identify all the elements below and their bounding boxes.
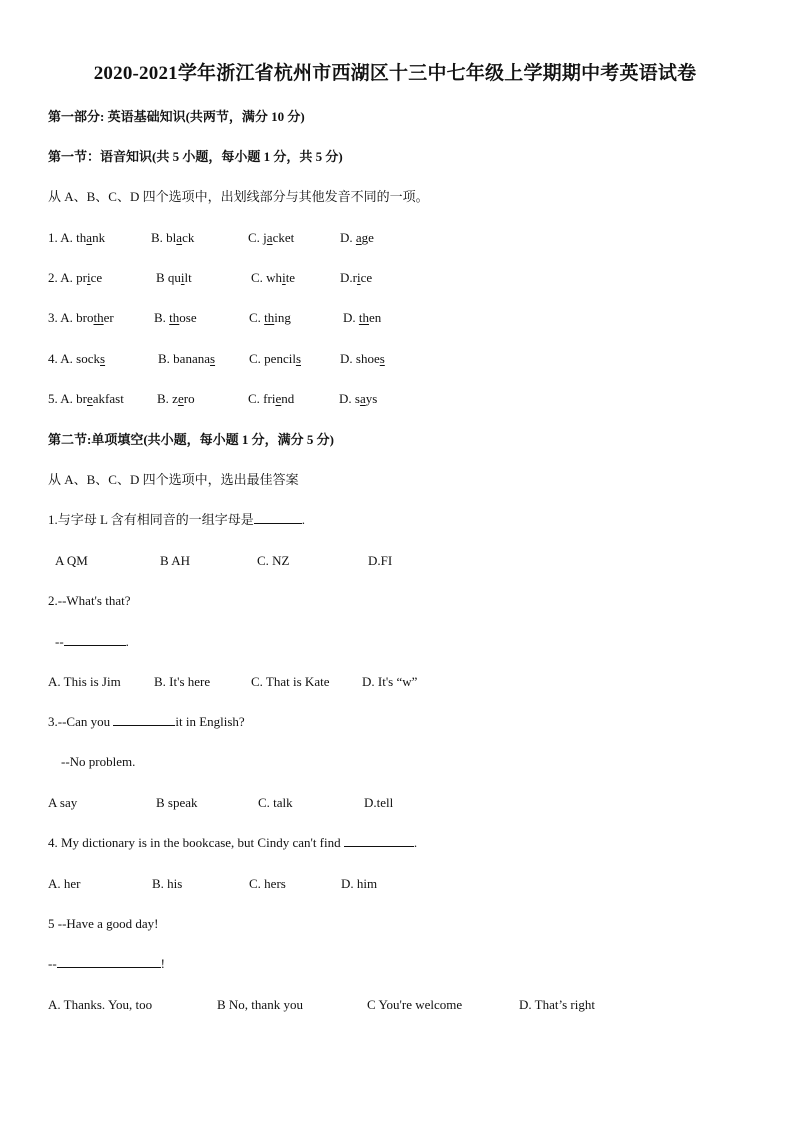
question-5-reply: -- !	[48, 956, 166, 971]
answer-blank[interactable]	[113, 713, 175, 726]
choice-option[interactable]: B speak	[156, 795, 198, 810]
answer-blank[interactable]	[64, 633, 126, 646]
part1-heading: 第一部分: 英语基础知识(共两节，满分 10 分)	[48, 109, 305, 124]
question-3-stem: 3.--Can you it in English?	[48, 714, 245, 729]
section2-heading: 第二节:单项填空(共小题，每小题 1 分，满分 5 分)	[48, 432, 334, 447]
phonetic-option: C. white	[251, 270, 296, 285]
question-5-stem: 5 --Have a good day!	[48, 916, 159, 931]
phonetic-option: 1. A. thank	[48, 230, 106, 245]
choice-option[interactable]: C You're welcome	[367, 997, 463, 1012]
choice-option[interactable]: A say	[48, 795, 78, 810]
question-3-reply: --No problem.	[61, 754, 136, 769]
choice-option[interactable]: B No, thank you	[217, 997, 303, 1012]
section1-heading: 第一节：语音知识(共 5 小题，每小题 1 分，共 5 分)	[48, 149, 343, 164]
phonetic-question-3	[48, 309, 748, 327]
choice-option[interactable]: A. her	[48, 876, 81, 891]
question-1-stem: 1.与字母 L 含有相同音的一组字母是 .	[48, 512, 305, 527]
answer-blank[interactable]	[57, 955, 161, 968]
phonetic-question-2	[48, 269, 748, 287]
choice-option[interactable]: A QM	[55, 553, 88, 568]
choice-option[interactable]: A. Thanks. You, too	[48, 997, 153, 1012]
choice-option[interactable]: D. That’s right	[519, 997, 595, 1012]
question-3-options	[48, 794, 748, 812]
phonetic-option: D.rice	[340, 270, 373, 285]
phonetic-option: C. friend	[248, 391, 295, 406]
choice-option[interactable]: C. That is Kate	[251, 674, 330, 689]
phonetic-option: 4. A. socks	[48, 351, 106, 366]
phonetic-question-4	[48, 350, 748, 368]
phonetic-option: B. bananas	[158, 351, 216, 366]
section1-instruction: 从 A、B、C、D 四个选项中，出划线部分与其他发音不同的一项。	[48, 189, 429, 204]
phonetic-option: B. black	[151, 230, 195, 245]
phonetic-option: 2. A. price	[48, 270, 103, 285]
phonetic-option: D. then	[343, 310, 382, 325]
question-4-stem: 4. My dictionary is in the bookcase, but Cindy can't find .	[48, 835, 418, 850]
answer-blank[interactable]	[254, 511, 302, 524]
choice-option[interactable]: C. talk	[258, 795, 293, 810]
phonetic-option: C. pencils	[249, 351, 301, 366]
choice-option[interactable]: A. This is Jim	[48, 674, 121, 689]
phonetic-option: D. shoes	[340, 351, 385, 366]
phonetic-question-5	[48, 390, 748, 408]
choice-option[interactable]: D. It's “w”	[362, 674, 418, 689]
answer-blank[interactable]	[344, 834, 414, 847]
choice-option[interactable]: C. hers	[249, 876, 286, 891]
question-2-stem: 2.--What's that?	[48, 593, 131, 608]
phonetic-option: B. those	[154, 310, 197, 325]
question-1-options	[48, 552, 748, 570]
choice-option[interactable]: D.FI	[368, 553, 393, 568]
section2-instruction: 从 A、B、C、D 四个选项中，选出最佳答案	[48, 472, 299, 487]
choice-option[interactable]: D.tell	[364, 795, 394, 810]
phonetic-option: C. jacket	[248, 230, 295, 245]
choice-option[interactable]: C. NZ	[257, 553, 290, 568]
phonetic-option: 5. A. breakfast	[48, 391, 124, 406]
question-5-options	[48, 996, 748, 1014]
question-2-options	[48, 673, 748, 691]
exam-title: 2020-2021学年浙江省杭州市西湖区十三中七年级上学期期中考英语试卷	[93, 63, 697, 84]
phonetic-option: D. says	[339, 391, 378, 406]
choice-option[interactable]: D. him	[341, 876, 378, 891]
choice-option[interactable]: B AH	[160, 553, 190, 568]
phonetic-option: 3. A. brother	[48, 310, 114, 325]
phonetic-question-1	[48, 229, 748, 247]
choice-option[interactable]: B. his	[152, 876, 183, 891]
phonetic-option: C. thing	[249, 310, 291, 325]
phonetic-option: B quilt	[156, 270, 192, 285]
phonetic-option: D. age	[340, 230, 374, 245]
question-4-options	[48, 875, 748, 893]
phonetic-option: B. zero	[157, 391, 195, 406]
question-2-reply: -- .	[55, 634, 129, 649]
choice-option[interactable]: B. It's here	[154, 674, 211, 689]
